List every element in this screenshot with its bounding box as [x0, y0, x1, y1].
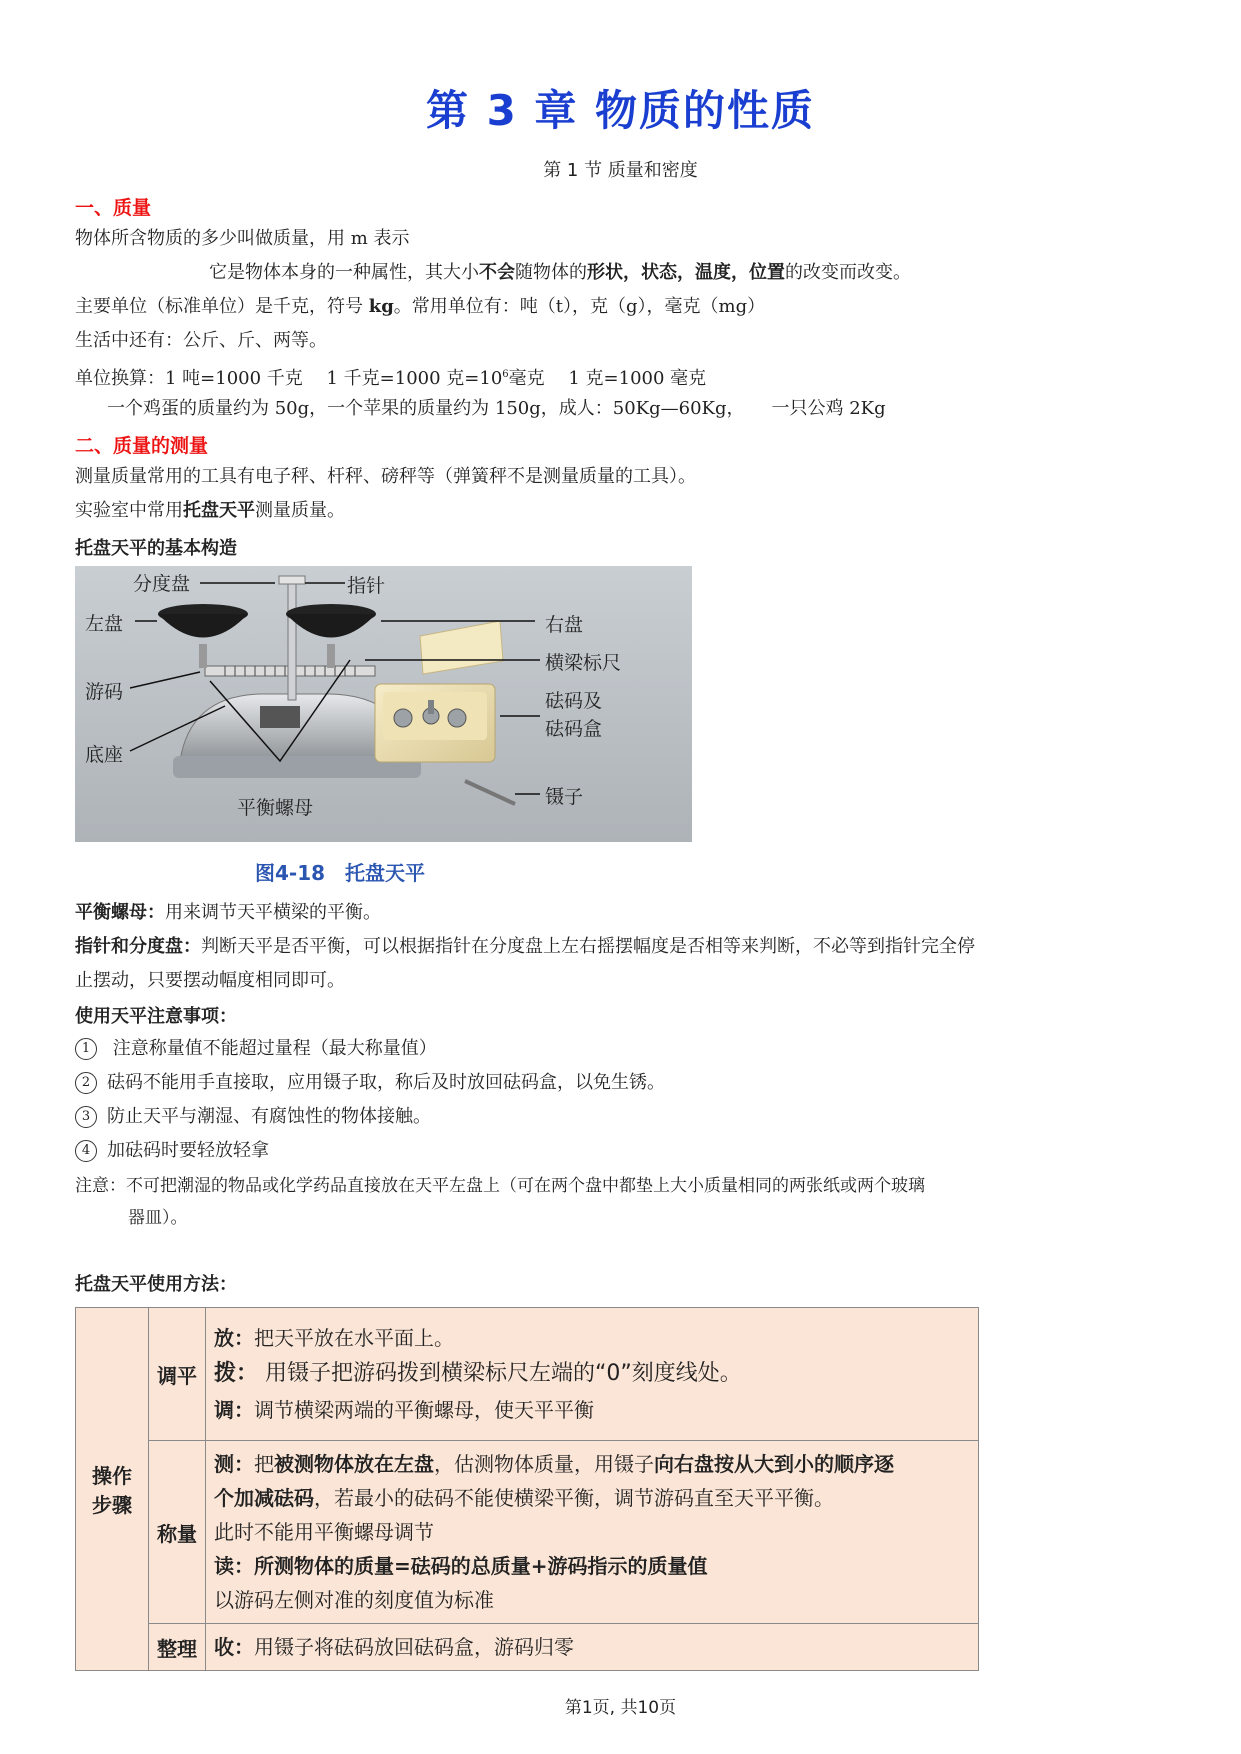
caution-item: 2 砝码不能用手直接取，应用镊子取，称后及时放回砝码盒，以免生锈。 — [75, 1066, 665, 1100]
caution-number: 4 — [75, 1140, 97, 1162]
caution-number: 3 — [75, 1106, 97, 1128]
caution-number: 1 — [75, 1038, 97, 1060]
note-line-1: 注意：不可把潮湿的物品或化学药品直接放在天平左盘上（可在两个盘中都垫上大小质量相同的两张纸或两个玻璃 — [75, 1176, 925, 1196]
label-weights-1: 砝码及 — [545, 690, 603, 712]
lab-balance: 实验室中常用托盘天平测量质量。 — [75, 500, 345, 521]
adjust-label: 调平 — [149, 1308, 206, 1441]
cautions-title: 使用天平注意事项： — [75, 1006, 237, 1027]
label-pointer: 指针 — [347, 575, 386, 597]
pointer-description-cont: 止摆动，只要摆动幅度相同即可。 — [75, 970, 345, 991]
weigh-content: 测：把被测物体放在左盘，估测物体质量，用镊子向右盘按从大到小的顺序逐 个加减砝码，若最小的砝码不能使横梁平衡，调节游码直至天平平衡。 此时不能用平衡螺母调节 读：所测物体的质量=砝码的总质量+游码指示的质量值 以游码左侧对准的刻度值为标准 — [206, 1441, 979, 1624]
label-balance-nut: 平衡螺母 — [237, 797, 314, 819]
mass-examples: 一个鸡蛋的质量约为 50g，一个苹果的质量约为 150g，成人：50Kg—60Kg， 一只公鸡 2Kg — [107, 398, 886, 419]
structure-title: 托盘天平的基本构造 — [75, 538, 237, 559]
label-rider: 游码 — [85, 681, 124, 703]
label-left-pan: 左盘 — [85, 613, 124, 635]
measure-tools: 测量质量常用的工具有电子秤、杆秤、磅秤等（弹簧秤不是测量质量的工具）。 — [75, 466, 696, 487]
balance-figure — [75, 566, 692, 842]
heading-measure: 二、质量的测量 — [75, 435, 209, 457]
category-cell: 操作 步骤 — [76, 1308, 149, 1671]
mass-daily-units: 生活中还有：公斤、斤、两等。 — [75, 330, 327, 351]
label-beam-scale: 横梁标尺 — [545, 652, 622, 674]
adjust-content: 放：把天平放在水平面上。 拨： 用镊子把游码拨到横梁标尺左端的“0”刻度线处。 调：调节横梁两端的平衡螺母，使天平平衡 — [206, 1308, 979, 1441]
chapter-title: 第 3 章 物质的性质 — [425, 86, 816, 135]
caution-item: 3 防止天平与潮湿、有腐蚀性的物体接触。 — [75, 1100, 431, 1134]
mass-property: 它是物体本身的一种属性，其大小不会随物体的形状，状态，温度，位置的改变而改变。 — [209, 262, 911, 283]
nut-description: 平衡螺母：用来调节天平横梁的平衡。 — [75, 902, 381, 923]
usage-steps-table — [75, 1307, 979, 1671]
tidy-content: 收：用镊子将砝码放回砝码盒，游码归零 — [206, 1624, 979, 1671]
label-weights-2: 砝码盒 — [545, 718, 603, 740]
label-right-pan: 右盘 — [545, 614, 584, 636]
label-dial: 分度盘 — [133, 573, 191, 595]
usage-title: 托盘天平使用方法： — [75, 1274, 237, 1295]
mass-conversion: 单位换算：1 吨=1000 千克 1 千克=1000 克$=10^6$毫克 1 克=1000 毫克 — [75, 368, 707, 389]
tidy-label: 整理 — [149, 1624, 206, 1671]
section-title: 第 1 节 质量和密度 — [543, 160, 698, 181]
mass-units: 主要单位（标准单位）是千克，符号 kg。常用单位有：吨（t），克（g），毫克（mg） — [75, 296, 766, 317]
label-tweezers: 镊子 — [545, 786, 584, 808]
mass-definition: 物体所含物质的多少叫做质量，用 m 表示 — [75, 228, 410, 249]
pointer-description: 指针和分度盘：判断天平是否平衡，可以根据指针在分度盘上左右摇摆幅度是否相等来判断，不必等到指针完全停 — [75, 936, 975, 957]
label-base: 底座 — [85, 744, 124, 766]
caution-item: 4 加砝码时要轻放轻拿 — [75, 1134, 269, 1168]
heading-mass: 一、质量 — [75, 197, 152, 219]
weigh-label: 称量 — [149, 1441, 206, 1624]
figure-caption: 图4-18 托盘天平 — [255, 861, 426, 885]
note-line-2: 器皿）。 — [128, 1208, 188, 1228]
caution-number: 2 — [75, 1072, 97, 1094]
page-footer: 第1页, 共10页 — [564, 1698, 677, 1718]
caution-item: 1 注意称量值不能超过量程（最大称量值） — [75, 1032, 437, 1066]
